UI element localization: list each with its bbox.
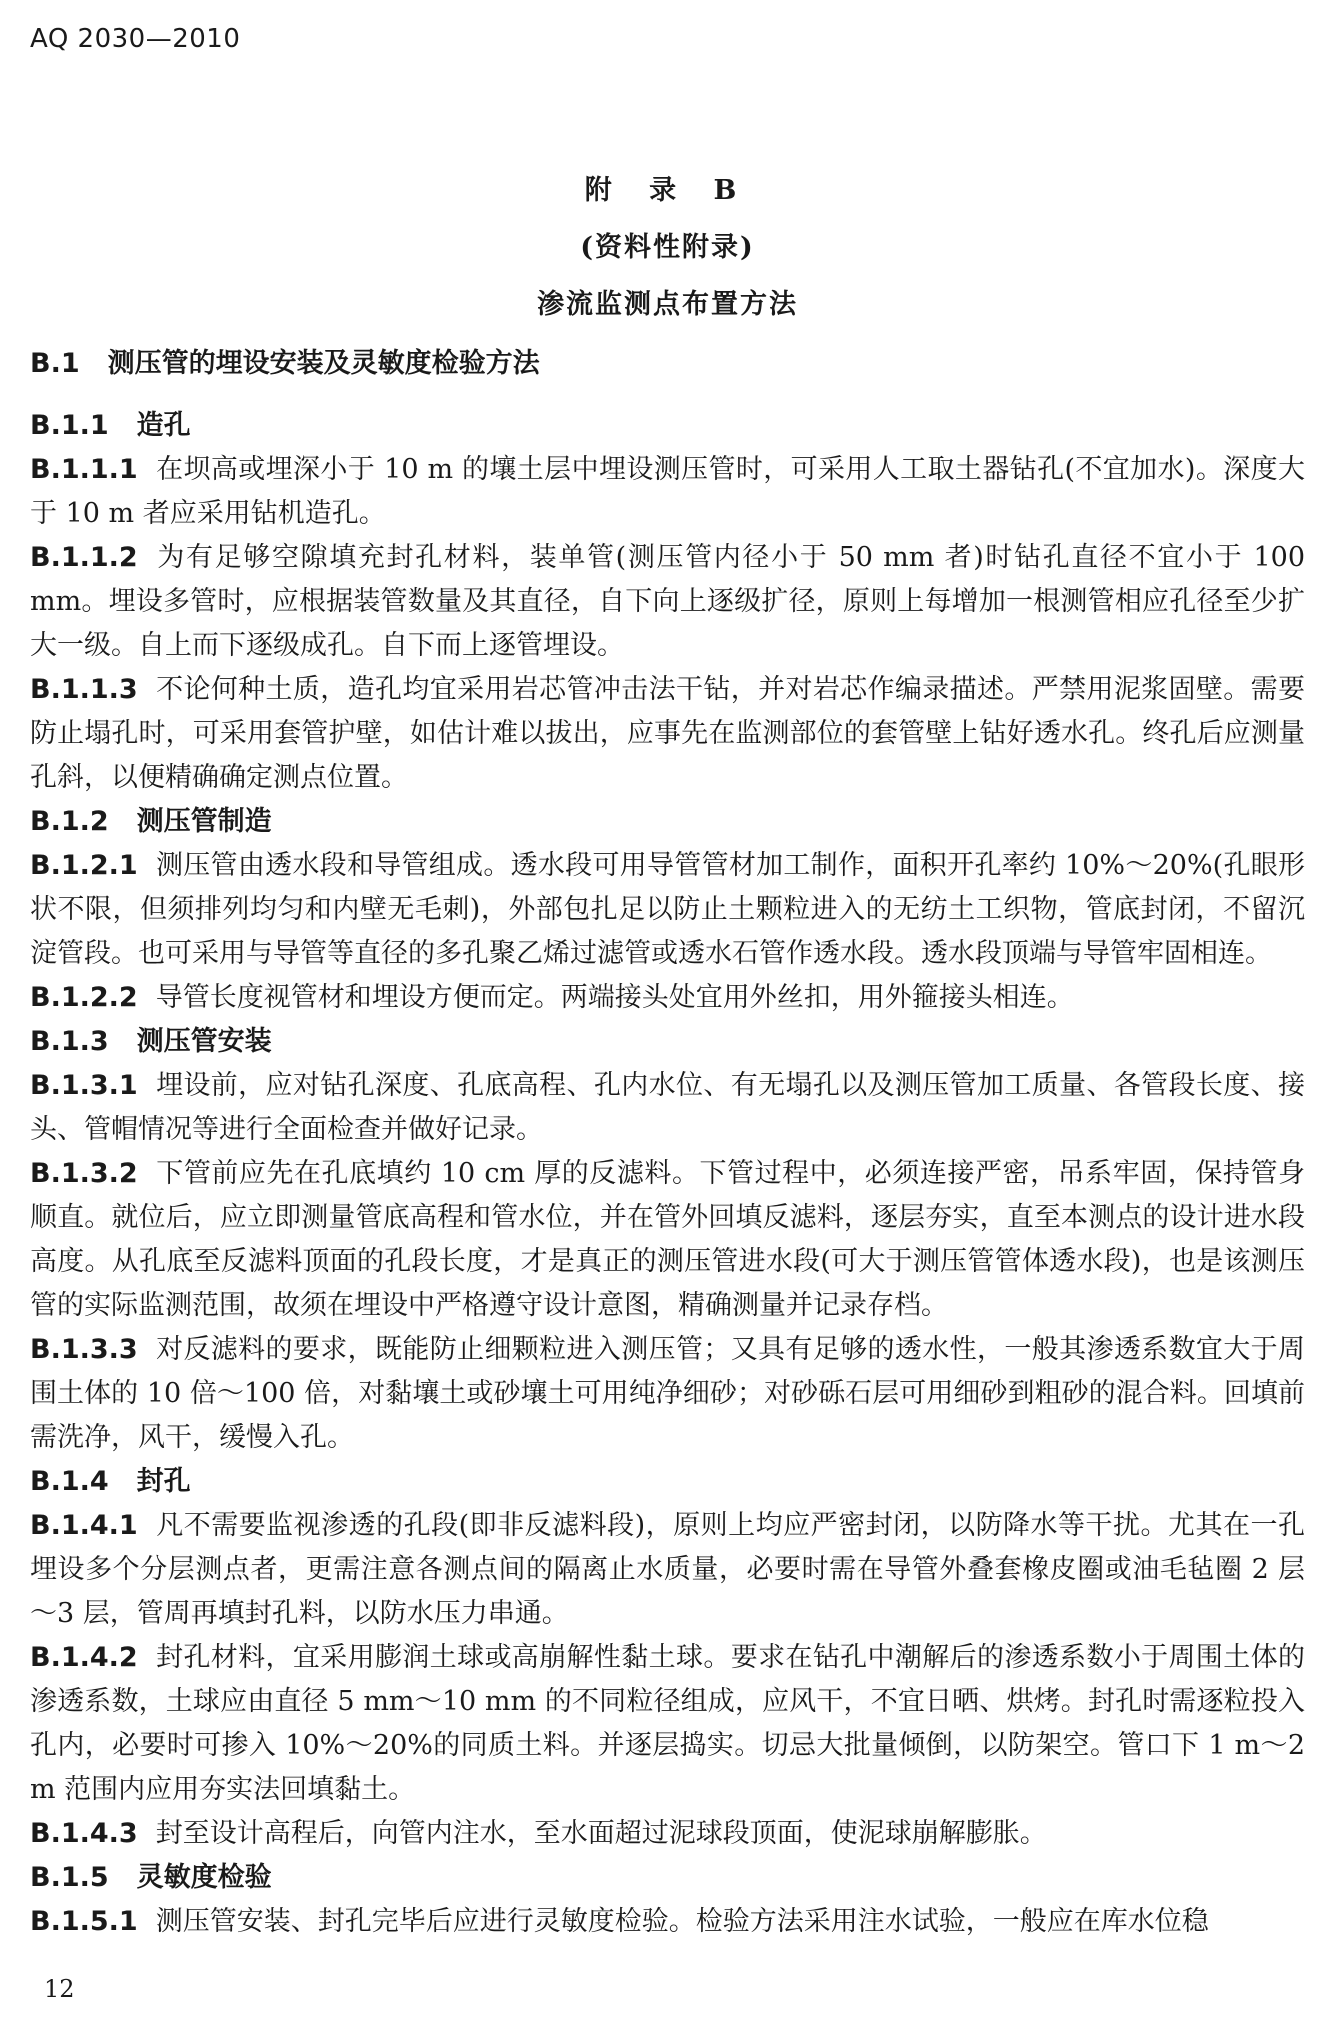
clause-paragraph: B.1.1.2 为有足够空隙填充封孔材料，装单管(测压管内径小于 50 mm 者)时钻孔直径不宜小于 100 mm。埋设多管时，应根据装管数量及其直径，自下向上逐级扩径，原则上每增加一根测管相应孔径至少扩大一级。自上而下逐级成孔。自下而上逐管埋设。 (30, 542, 1305, 661)
subsection-heading: B.1.1 造孔 (30, 410, 191, 441)
clause-paragraph: B.1.5.1 测压管安装、封孔完毕后应进行灵敏度检验。检验方法采用注水试验，一般应在库水位稳 (30, 1906, 1209, 1937)
appendix-subtitle: (资料性附录) (580, 232, 755, 263)
clause-paragraph: B.1.1.3 不论何种土质，造孔均宜采用岩芯管冲击法干钻，并对岩芯作编录描述。严禁用泥浆固壁。需要防止塌孔时，可采用套管护壁，如估计难以拔出，应事先在监测部位的套管壁上钻好透水孔。终孔后应测量孔斜，以便精确确定测点位置。 (30, 674, 1305, 793)
clause-paragraph: B.1.3.3 对反滤料的要求，既能防止细颗粒进入测压管；又具有足够的透水性，一般其渗透系数宜大于周围土体的 10 倍～100 倍，对黏壤土或砂壤土可用纯净细砂；对砂砾石层可用细砂到粗砂的混合料。回填前需洗净，风干，缓慢入孔。 (30, 1334, 1305, 1453)
clause-paragraph: B.1.1.1 在坝高或埋深小于 10 m 的壤土层中埋设测压管时，可采用人工取土器钻孔(不宜加水)。深度大于 10 m 者应采用钻机造孔。 (30, 454, 1305, 529)
clause-paragraph: B.1.4.1 凡不需要监视渗透的孔段(即非反滤料段)，原则上均应严密封闭，以防降水等干扰。尤其在一孔埋设多个分层测点者，更需注意各测点间的隔离止水质量，必要时需在导管外叠套橡皮圈或油毛毡圈 2 层～3 层，管周再填封孔料，以防水压力串通。 (30, 1510, 1305, 1629)
page-number: 12 (44, 1975, 75, 2003)
clause-paragraph: B.1.3.2 下管前应先在孔底填约 10 cm 厚的反滤料。下管过程中，必须连接严密，吊系牢固，保持管身顺直。就位后，应立即测量管底高程和管水位，并在管外回填反滤料，逐层夯实，直至本测点的设计进水段高度。从孔底至反滤料顶面的孔段长度，才是真正的测压管进水段(可大于测压管管体透水段)，也是该测压管的实际监测范围，故须在埋设中严格遵守设计意图，精确测量并记录存档。 (30, 1158, 1305, 1321)
clause-paragraph: B.1.4.3 封至设计高程后，向管内注水，至水面超过泥球段顶面，使泥球崩解膨胀。 (30, 1818, 1047, 1849)
subsection-heading: B.1.5 灵敏度检验 (30, 1862, 272, 1893)
subsection-heading: B.1.4 封孔 (30, 1466, 191, 1497)
document-body (30, 342, 1305, 1944)
document-code: AQ 2030—2010 (30, 24, 241, 54)
subsection-heading: B.1.2 测压管制造 (30, 806, 272, 837)
appendix-name: 渗流监测点布置方法 (537, 289, 798, 320)
clause-paragraph: B.1.3.1 埋设前，应对钻孔深度、孔底高程、孔内水位、有无塌孔以及测压管加工质量、各管段长度、接头、管帽情况等进行全面检查并做好记录。 (30, 1070, 1305, 1145)
clause-paragraph: B.1.4.2 封孔材料，宜采用膨润土球或高崩解性黏土球。要求在钻孔中潮解后的渗透系数小于周围土体的渗透系数，土球应由直径 5 mm～10 mm 的不同粒径组成，应风干，不宜日晒、烘烤。封孔时需逐粒投入孔内，必要时可掺入 10%～20%的同质土料。并逐层捣实。切忌大批量倾倒，以防架空。管口下 1 m～2 m 范围内应用夯实法回填黏土。 (30, 1642, 1305, 1805)
clause-paragraph: B.1.2.2 导管长度视管材和埋设方便而定。两端接头处宜用外丝扣，用外箍接头相连。 (30, 982, 1074, 1013)
subsection-heading: B.1.3 测压管安装 (30, 1026, 272, 1057)
appendix-heading (0, 168, 1335, 321)
section-heading: B.1 测压管的埋设安装及灵敏度检验方法 (30, 348, 540, 379)
clause-paragraph: B.1.2.1 测压管由透水段和导管组成。透水段可用导管管材加工制作，面积开孔率约 10%～20%(孔眼形状不限，但须排列均匀和内壁无毛刺)，外部包扎足以防止土颗粒进入的无纺土工织物，管底封闭，不留沉淀管段。也可采用与导管等直径的多孔聚乙烯过滤管或透水石管作透水段。透水段顶端与导管牢固相连。 (30, 850, 1305, 969)
appendix-title: 附 录 B (584, 175, 751, 206)
